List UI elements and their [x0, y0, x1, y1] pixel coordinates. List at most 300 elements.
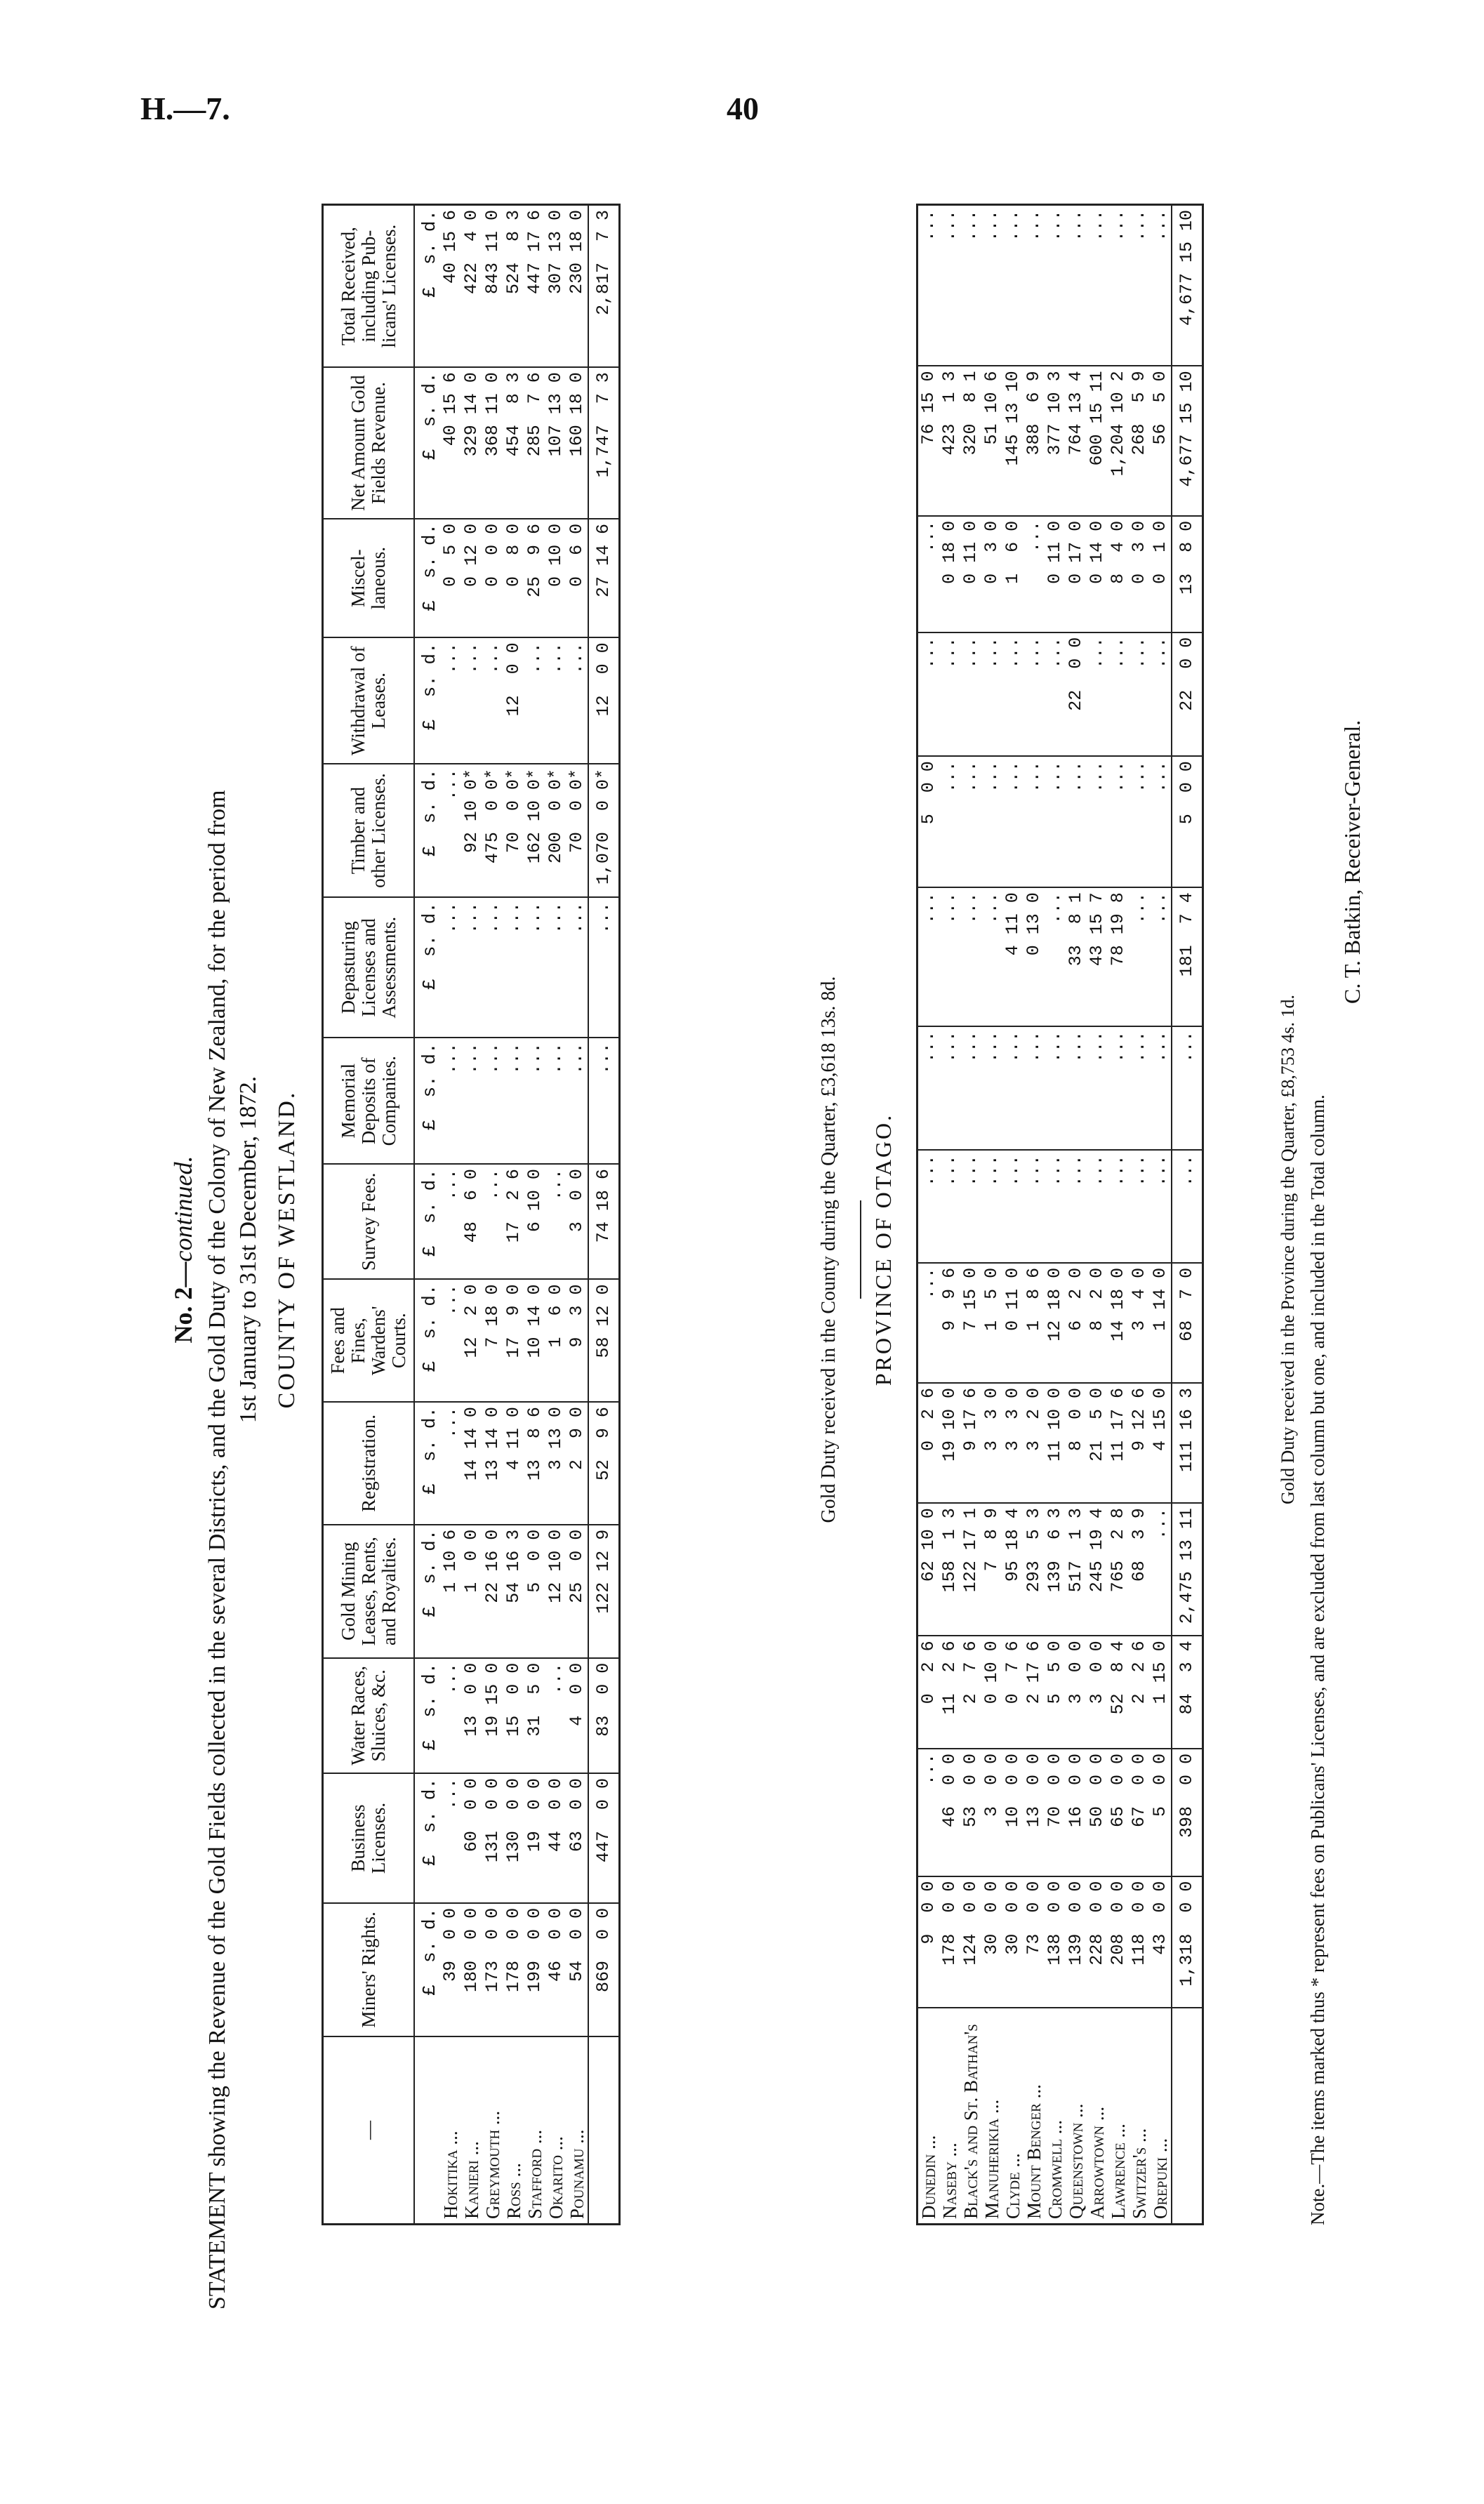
total-cell: 2,817 7 3 — [588, 205, 620, 368]
table-cell: 22 0 0 — [1066, 632, 1087, 756]
table-cell: 19 0 0 — [524, 1773, 545, 1903]
table-row — [1066, 205, 1087, 2225]
district-name: Ross ... — [503, 2036, 524, 2225]
table-cell: ... — [939, 632, 960, 756]
table-cell: ... — [1023, 205, 1045, 366]
table-cell: 21 5 0 — [1087, 1383, 1108, 1503]
table-cell: ... — [482, 637, 503, 764]
total-label — [588, 2036, 620, 2225]
total-cell: 398 0 0 — [1172, 1749, 1203, 1876]
units-row — [414, 205, 440, 2225]
table-cell: ... — [503, 1038, 524, 1164]
table-row — [440, 205, 461, 2225]
table-cell: 40 15 6 — [440, 367, 461, 519]
table-row — [545, 205, 567, 2225]
table-cell: 48 6 0 — [461, 1164, 482, 1279]
table-cell: 13 0 0 — [461, 1658, 482, 1773]
table-cell: ... — [918, 1263, 939, 1383]
units-cell — [414, 2036, 440, 2225]
table-cell: 2 9 0 — [567, 1402, 588, 1525]
table-cell: ... — [567, 897, 588, 1038]
table-cell: ... — [1066, 1150, 1087, 1263]
table-cell: ... — [1066, 1026, 1087, 1150]
table-cell: ... — [1045, 756, 1066, 887]
table-cell: ... — [960, 632, 981, 756]
table-cell: ... — [1150, 1026, 1172, 1150]
table-cell: 180 0 0 — [461, 1903, 482, 2036]
table-cell: 0 3 0 — [981, 516, 1002, 632]
table-cell: 230 18 0 — [567, 205, 588, 368]
westland-gold-duty-note: Gold Duty received in the County during the Quarter, £3,618 13s. 8d. — [818, 976, 840, 1523]
table-cell: 11 10 0 — [1045, 1383, 1066, 1503]
table-cell: ... — [1045, 205, 1066, 366]
table-cell: ... — [1108, 1026, 1129, 1150]
table-cell: 25 0 0 — [567, 1525, 588, 1658]
table-cell: ... — [1087, 1026, 1108, 1150]
table-cell: 7 15 0 — [960, 1263, 981, 1383]
table-cell: 92 10 0* — [461, 764, 482, 897]
table-cell: 285 7 6 — [524, 367, 545, 519]
table-cell: ... — [1087, 205, 1108, 366]
table-cell: 73 0 0 — [1023, 1876, 1045, 2008]
table-cell: 765 2 8 — [1108, 1503, 1129, 1636]
column-header: — — [323, 2036, 415, 2225]
table-cell: 0 11 0 — [1002, 1263, 1023, 1383]
column-header: Depasturing Licenses and Assessments. — [323, 897, 415, 1038]
table-cell: 2 17 6 — [1023, 1636, 1045, 1749]
table-cell: 1 6 0 — [1002, 516, 1023, 632]
table-cell: 307 13 0 — [545, 205, 567, 368]
table-cell: 1 5 0 — [981, 1263, 1002, 1383]
column-header: Survey Fees. — [323, 1164, 415, 1279]
table-cell: 60 0 0 — [461, 1773, 482, 1903]
table-cell: ... — [939, 756, 960, 887]
table-cell: 293 5 3 — [1023, 1503, 1045, 1636]
table-cell: 50 0 0 — [1087, 1749, 1108, 1876]
table-cell: 40 15 6 — [440, 205, 461, 368]
table-cell: ... — [1023, 632, 1045, 756]
units-cell: £ s. d. — [414, 1279, 440, 1402]
total-cell: 84 3 4 — [1172, 1636, 1203, 1749]
table-cell: ... — [960, 887, 981, 1026]
table-cell: 54 16 3 — [503, 1525, 524, 1658]
total-label — [1172, 2008, 1203, 2225]
table-cell: ... — [1150, 1150, 1172, 1263]
report-code: H.—7. — [140, 91, 230, 126]
table-cell: 54 0 0 — [567, 1903, 588, 2036]
table-cell: ... — [918, 1150, 939, 1263]
table-cell: ... — [1045, 1026, 1066, 1150]
table-cell: 0 6 0 — [567, 519, 588, 637]
table-cell: 63 0 0 — [567, 1773, 588, 1903]
table-cell: 388 6 9 — [1023, 366, 1045, 515]
table-cell: 3 0 0 — [981, 1749, 1002, 1876]
table-cell: 0 11 0 — [1045, 516, 1066, 632]
units-cell: £ s. d. — [414, 897, 440, 1038]
table-cell: ... — [960, 1026, 981, 1150]
table-cell: 517 1 3 — [1066, 1503, 1087, 1636]
table-cell: ... — [440, 764, 461, 897]
table-cell: 51 10 6 — [981, 366, 1002, 515]
table-cell: 320 8 1 — [960, 366, 981, 515]
table-cell: ... — [918, 516, 939, 632]
units-cell: £ s. d. — [414, 1773, 440, 1903]
statement-period: 1st January to 31st December, 1872. — [235, 1075, 261, 1424]
table-cell: ... — [545, 1164, 567, 1279]
total-cell: 4,677 15 10 — [1172, 205, 1203, 366]
table-cell: 5 0 0 — [1150, 1749, 1172, 1876]
total-cell: 27 14 6 — [588, 519, 620, 637]
table-cell: 4 15 0 — [1150, 1383, 1172, 1503]
column-header: Timber and other Licenses. — [323, 764, 415, 897]
table-cell: 8 4 0 — [1108, 516, 1129, 632]
table-cell: 0 8 0 — [503, 519, 524, 637]
table-cell: ... — [440, 1402, 461, 1525]
table-cell: ... — [482, 897, 503, 1038]
table-cell: ... — [960, 756, 981, 887]
table-cell: 46 0 0 — [545, 1903, 567, 2036]
signature: C. T. Batkin, Receiver-General. — [1339, 720, 1365, 1004]
table-cell: 17 2 6 — [503, 1164, 524, 1279]
statement-number-text: No. 2— — [169, 1261, 197, 1344]
table-cell: 6 10 0 — [524, 1164, 545, 1279]
table-row — [981, 205, 1002, 2225]
table-cell: ... — [981, 632, 1002, 756]
total-cell: 4,677 15 10 — [1172, 366, 1203, 515]
total-row — [1172, 205, 1203, 2225]
table-cell: 1,204 10 2 — [1108, 366, 1129, 515]
total-cell: 2,475 13 11 — [1172, 1503, 1203, 1636]
column-header: Net Amount Gold Fields Revenue. — [323, 367, 415, 519]
table-cell: 0 5 0 — [440, 519, 461, 637]
table-cell: 3 4 0 — [1129, 1263, 1150, 1383]
table-cell: 14 18 0 — [1108, 1263, 1129, 1383]
table-cell: 19 10 0 — [939, 1383, 960, 1503]
table-cell: ... — [1108, 756, 1129, 887]
table-cell: ... — [1002, 1150, 1023, 1263]
table-cell: 52 8 4 — [1108, 1636, 1129, 1749]
table-cell: 68 3 9 — [1129, 1503, 1150, 1636]
total-row — [588, 205, 620, 2225]
table-row — [1002, 205, 1023, 2225]
otago-table-body — [917, 205, 1203, 2225]
table-cell: ... — [918, 205, 939, 366]
table-cell: 3 3 0 — [1002, 1383, 1023, 1503]
table-cell: 0 10 0 — [545, 519, 567, 637]
table-cell: 8 2 0 — [1087, 1263, 1108, 1383]
table-cell: 95 18 4 — [1002, 1503, 1023, 1636]
table-cell: ... — [440, 1658, 461, 1773]
table-row — [567, 205, 588, 2225]
units-cell: £ s. d. — [414, 1658, 440, 1773]
table-cell: 0 7 6 — [1002, 1636, 1023, 1749]
table-cell: 199 0 0 — [524, 1903, 545, 2036]
table-row — [1045, 205, 1066, 2225]
table-cell: 9 0 0 — [918, 1876, 939, 2008]
units-cell: £ s. d. — [414, 1164, 440, 1279]
units-cell: £ s. d. — [414, 764, 440, 897]
table-cell: 162 10 0* — [524, 764, 545, 897]
table-cell: 30 0 0 — [1002, 1876, 1023, 2008]
table-cell: ... — [1129, 632, 1150, 756]
table-cell: 62 10 0 — [918, 1503, 939, 1636]
total-cell: ... — [1172, 1150, 1203, 1263]
table-cell: 8 0 0 — [1066, 1383, 1087, 1503]
table-cell: 10 14 0 — [524, 1279, 545, 1402]
district-name: Kanieri ... — [461, 2036, 482, 2225]
column-header: Miscel- laneous. — [323, 519, 415, 637]
table-cell: ... — [981, 205, 1002, 366]
total-cell: 1,318 0 0 — [1172, 1876, 1203, 2008]
total-cell: ... — [588, 1038, 620, 1164]
table-cell: ... — [1045, 1150, 1066, 1263]
table-cell: 0 11 0 — [960, 516, 981, 632]
table-cell: 39 0 0 — [440, 1903, 461, 2036]
table-cell: ... — [1129, 205, 1150, 366]
table-cell: 0 17 0 — [1066, 516, 1087, 632]
units-cell: £ s. d. — [414, 205, 440, 368]
table-cell: 65 0 0 — [1108, 1749, 1129, 1876]
table-cell: ... — [440, 1038, 461, 1164]
table-cell: ... — [939, 1150, 960, 1263]
table-row — [1129, 205, 1150, 2225]
table-cell: 524 8 3 — [503, 205, 524, 368]
table-cell: ... — [918, 632, 939, 756]
table-cell: 160 18 0 — [567, 367, 588, 519]
total-cell: 111 16 3 — [1172, 1383, 1203, 1503]
rotated-page-content — [168, 161, 1404, 2338]
table-cell: 1 10 6 — [440, 1525, 461, 1658]
units-cell: £ s. d. — [414, 519, 440, 637]
table-cell: 76 15 0 — [918, 366, 939, 515]
footnote: Note.—The items marked thus * represent fees on Publicans' Licenses, and are excluded from last column but one, and included in the Total column. — [1307, 1094, 1328, 2225]
table-cell: ... — [1066, 205, 1087, 366]
table-cell: ... — [545, 1038, 567, 1164]
district-name: Stafford ... — [524, 2036, 545, 2225]
table-cell: ... — [482, 1164, 503, 1279]
table-cell: ... — [461, 637, 482, 764]
table-cell: 228 0 0 — [1087, 1876, 1108, 2008]
table-cell: ... — [918, 887, 939, 1026]
table-cell: 2 2 6 — [1129, 1636, 1150, 1749]
table-row — [482, 205, 503, 2225]
column-header: Memorial Deposits of Companies. — [323, 1038, 415, 1164]
table-cell: ... — [939, 887, 960, 1026]
total-cell: 83 0 0 — [588, 1658, 620, 1773]
column-header: Business Licenses. — [323, 1773, 415, 1903]
table-cell: 200 0 0* — [545, 764, 567, 897]
total-cell: 869 0 0 — [588, 1903, 620, 2036]
total-cell: 68 7 0 — [1172, 1263, 1203, 1383]
table-cell: 0 13 0 — [1023, 887, 1045, 1026]
total-cell: ... — [1172, 1026, 1203, 1150]
table-cell: ... — [524, 637, 545, 764]
table-cell: 7 8 9 — [981, 1503, 1002, 1636]
table-cell: 5 0 0 — [524, 1525, 545, 1658]
table-cell: 12 18 0 — [1045, 1263, 1066, 1383]
table-cell: 139 0 0 — [1066, 1876, 1087, 2008]
table-cell: 2 7 6 — [960, 1636, 981, 1749]
table-row — [503, 205, 524, 2225]
table-cell: ... — [1002, 205, 1023, 366]
table-cell: 9 3 0 — [567, 1279, 588, 1402]
table-cell: 33 8 1 — [1066, 887, 1087, 1026]
statement-title: STATEMENT showing the Revenue of the Gold Fields collected in the several Districts, and the Gold Duty of the Colony of New Zealand, for the period from — [204, 790, 230, 2310]
table-cell: 6 2 0 — [1066, 1263, 1087, 1383]
table-row — [960, 205, 981, 2225]
table-cell: ... — [1023, 756, 1045, 887]
total-cell: 52 9 6 — [588, 1402, 620, 1525]
table-row — [524, 205, 545, 2225]
table-cell: 1 6 0 — [545, 1279, 567, 1402]
district-name: Okarito ... — [545, 2036, 567, 2225]
table-cell: 5 0 0 — [918, 756, 939, 887]
column-header: Gold Mining Leases, Rents, and Royalties. — [323, 1525, 415, 1658]
title-block — [168, 161, 300, 2338]
district-name: Queenstown ... — [1066, 2008, 1087, 2225]
table-cell: ... — [960, 205, 981, 366]
westland-table — [322, 204, 621, 2225]
table-cell: 178 0 0 — [939, 1876, 960, 2008]
table-cell: 13 8 6 — [524, 1402, 545, 1525]
table-cell: ... — [1150, 205, 1172, 366]
table-cell: 11 17 6 — [1108, 1383, 1129, 1503]
table-cell: 15 0 0 — [503, 1658, 524, 1773]
otago-table — [916, 204, 1204, 2225]
table-cell: 0 3 0 — [1129, 516, 1150, 632]
total-cell: 13 8 0 — [1172, 516, 1203, 632]
table-cell: 56 5 0 — [1150, 366, 1172, 515]
table-cell: 12 10 0 — [545, 1525, 567, 1658]
table-cell: ... — [939, 205, 960, 366]
section-divider — [860, 1200, 861, 1299]
table-cell: 44 0 0 — [545, 1773, 567, 1903]
units-cell: £ s. d. — [414, 1525, 440, 1658]
table-cell: 31 5 0 — [524, 1658, 545, 1773]
table-row — [939, 205, 960, 2225]
table-cell: ... — [440, 1164, 461, 1279]
table-cell: ... — [1045, 887, 1066, 1026]
column-header: Total Received, including Pub- licans' Licenses. — [323, 205, 415, 368]
table-cell: 1 8 6 — [1023, 1263, 1045, 1383]
total-cell: 122 12 9 — [588, 1525, 620, 1658]
table-cell: 3 0 0 — [567, 1164, 588, 1279]
table-cell: 178 0 0 — [503, 1903, 524, 2036]
table-cell: 0 14 0 — [1087, 516, 1108, 632]
table-cell: 3 0 0 — [1087, 1636, 1108, 1749]
table-cell: 0 10 0 — [981, 1636, 1002, 1749]
westland-header-row — [323, 205, 415, 2225]
table-cell: 70 0 0* — [567, 764, 588, 897]
table-cell: ... — [567, 1038, 588, 1164]
table-cell: 19 15 0 — [482, 1658, 503, 1773]
table-cell: ... — [1002, 1026, 1023, 1150]
district-name: Naseby ... — [939, 2008, 960, 2225]
table-cell: 329 14 0 — [461, 367, 482, 519]
table-cell: 14 14 0 — [461, 1402, 482, 1525]
table-cell: 12 2 0 — [461, 1279, 482, 1402]
table-cell: ... — [440, 1279, 461, 1402]
table-cell: 3 3 0 — [981, 1383, 1002, 1503]
table-cell: ... — [482, 1038, 503, 1164]
table-cell: 124 0 0 — [960, 1876, 981, 2008]
table-cell: 173 0 0 — [482, 1903, 503, 2036]
table-cell: ... — [440, 897, 461, 1038]
table-cell: ... — [545, 637, 567, 764]
total-cell: 1,070 0 0* — [588, 764, 620, 897]
table-cell: ... — [1129, 887, 1150, 1026]
table-cell: 53 0 0 — [960, 1749, 981, 1876]
table-cell: 107 13 0 — [545, 367, 567, 519]
table-cell: 22 16 0 — [482, 1525, 503, 1658]
table-cell: 245 19 4 — [1087, 1503, 1108, 1636]
table-cell: ... — [1108, 632, 1129, 756]
table-cell: ... — [503, 897, 524, 1038]
table-cell: 158 1 3 — [939, 1503, 960, 1636]
table-cell: 377 10 3 — [1045, 366, 1066, 515]
table-cell: ... — [440, 1773, 461, 1903]
table-cell: ... — [1129, 756, 1150, 887]
table-cell: ... — [1108, 205, 1129, 366]
table-cell: 78 19 8 — [1108, 887, 1129, 1026]
table-cell: ... — [939, 1026, 960, 1150]
table-cell: 0 1 0 — [1150, 516, 1172, 632]
table-row — [1150, 205, 1172, 2225]
total-cell: 5 0 0 — [1172, 756, 1203, 887]
table-cell: ... — [1150, 887, 1172, 1026]
table-cell: ... — [981, 756, 1002, 887]
column-header: Registration. — [323, 1402, 415, 1525]
page-number: 40 — [727, 91, 759, 126]
total-cell: 12 0 0 — [588, 637, 620, 764]
table-cell: ... — [1150, 1503, 1172, 1636]
total-cell: 1,747 7 3 — [588, 367, 620, 519]
table-cell: 46 0 0 — [939, 1749, 960, 1876]
table-cell: 3 13 0 — [545, 1402, 567, 1525]
district-name: Clyde ... — [1002, 2008, 1023, 2225]
table-cell: 0 18 0 — [939, 516, 960, 632]
table-cell: 10 0 0 — [1002, 1749, 1023, 1876]
district-name: Greymouth ... — [482, 2036, 503, 2225]
table-cell: 43 0 0 — [1150, 1876, 1172, 2008]
statement-number — [168, 161, 198, 2338]
table-cell: 130 0 0 — [503, 1773, 524, 1903]
total-cell: ... — [588, 897, 620, 1038]
table-row — [918, 205, 939, 2225]
table-cell: ... — [1108, 1150, 1129, 1263]
district-name: Mount Benger ... — [1023, 2008, 1045, 2225]
table-cell: 13 14 0 — [482, 1402, 503, 1525]
units-cell: £ s. d. — [414, 1038, 440, 1164]
table-cell: 13 0 0 — [1023, 1749, 1045, 1876]
table-cell: 30 0 0 — [981, 1876, 1002, 2008]
table-cell: 0 2 6 — [918, 1636, 939, 1749]
table-cell: 138 0 0 — [1045, 1876, 1066, 2008]
table-cell: 764 13 4 — [1066, 366, 1087, 515]
table-cell: 67 0 0 — [1129, 1749, 1150, 1876]
table-cell: ... — [1129, 1150, 1150, 1263]
table-cell: 12 0 0 — [503, 637, 524, 764]
table-cell: 1 14 0 — [1150, 1263, 1172, 1383]
total-cell: 447 0 0 — [588, 1773, 620, 1903]
table-cell: ... — [1150, 756, 1172, 887]
table-cell: 9 17 6 — [960, 1383, 981, 1503]
table-cell: 4 11 0 — [1002, 887, 1023, 1026]
westland-table-body — [414, 205, 620, 2225]
table-cell: 4 0 0 — [567, 1658, 588, 1773]
table-cell: ... — [1129, 1026, 1150, 1150]
table-cell: 145 13 10 — [1002, 366, 1023, 515]
